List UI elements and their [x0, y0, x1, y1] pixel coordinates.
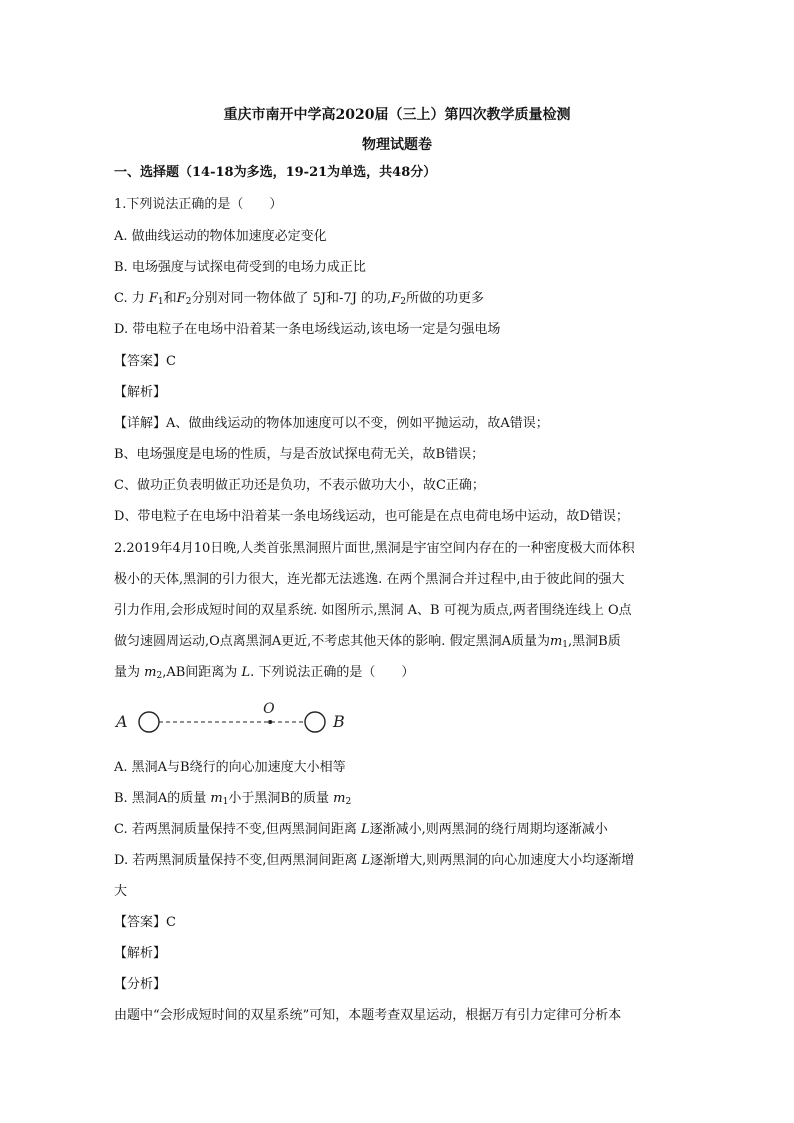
- q2-analysis-label: 【解析】: [114, 946, 167, 961]
- exam-subtitle: 物理试题卷: [362, 137, 432, 153]
- q2-stem-line: [114, 633, 684, 654]
- q1-detail: B、电场强度是电场的性质，与是否放试探电荷无关，故B错误；: [114, 447, 485, 462]
- force-symbol: F: [148, 291, 158, 306]
- q2-fenxi-label: 【分析】: [114, 977, 167, 992]
- exam-title: 重庆市南开中学高2020届（三上）第四次教学质量检测: [223, 107, 571, 123]
- q2-b-mid: 小于黑洞B的质量: [228, 791, 329, 806]
- q1-detail: D、带电粒子在电场中沿着某一条电场线运动，也可能是在点电荷电场中运动，故D错误；: [114, 509, 629, 524]
- q2-stem-line: 引力作用,会形成短时间的双星系统. 如图所示,黑洞 A、B 可视为质点,两者围绕连线上 O点: [114, 603, 632, 618]
- force-symbol: F: [391, 291, 401, 306]
- length-symbol: L: [361, 822, 370, 837]
- q1-c-mid: 分别对同一物体做了 5J和-7J 的功,: [191, 291, 392, 306]
- mass-symbol: m: [549, 634, 563, 649]
- q2-line5-end: . 下列说法正确的是（ ）: [250, 665, 415, 680]
- q1-c-prefix: C. 力: [114, 291, 145, 306]
- binary-black-hole-diagram: [112, 697, 362, 747]
- black-hole-a: [139, 712, 159, 732]
- q1-analysis-label: 【解析】: [114, 385, 167, 400]
- length-symbol: L: [241, 665, 251, 680]
- q2-stem-line: 极小的天体,黑洞的引力很大，连光都无法逃逸. 在两个黑洞合并过程中,由于彼此间的强大: [114, 572, 625, 587]
- mass-symbol: m: [144, 665, 157, 680]
- q1-detail: C、做功正负表明做正功还是负功，不表示做功大小，故C正确；: [114, 478, 485, 493]
- section-heading: 一、选择题（14-18为多选，19-21为单选，共48分）: [114, 165, 437, 180]
- q2-c-pre: C. 若两黑洞质量保持不变,但两黑洞间距离: [114, 822, 357, 837]
- q1-stem: 1.下列说法正确的是（ ）: [114, 197, 283, 212]
- q2-d-pre: D. 若两黑洞质量保持不变,但两黑洞间距离: [114, 853, 358, 868]
- q2-line4-end: ,黑洞B质: [568, 634, 621, 649]
- subscript: 2: [185, 297, 192, 307]
- subscript: 1: [157, 297, 164, 307]
- q1-c-and: 和: [163, 291, 177, 306]
- center-point-o: [268, 720, 272, 724]
- q2-option-a: A. 黑洞A与B绕行的向心加速度大小相等: [114, 760, 346, 775]
- q2-option-d: [114, 852, 684, 870]
- q2-line5-pre: 量为: [114, 665, 141, 680]
- q2-stem-line: 2.2019年4月10日晚,人类首张黑洞照片面世,黑洞是宇宙空间内存在的一种密度极大而体积: [114, 541, 635, 556]
- subscript: 2: [156, 671, 163, 681]
- q2-line5-mid: ,AB间距离为: [162, 665, 238, 680]
- q2-b-pre: B. 黑洞A的质量: [114, 791, 207, 806]
- q2-option-b: [114, 790, 684, 811]
- mass-symbol: m: [333, 791, 346, 806]
- mass-symbol: m: [210, 791, 223, 806]
- q2-option-c: [114, 821, 684, 839]
- subscript: 2: [400, 297, 406, 307]
- q1-option-b: B. 电场强度与试探电荷受到的电场力成正比: [114, 260, 366, 275]
- label-b: B: [333, 712, 345, 731]
- label-a: A: [116, 712, 128, 731]
- q1-detail: 【详解】A、做曲线运动的物体加速度可以不变，例如平抛运动，故A错误；: [114, 416, 549, 431]
- q2-c-end: 逐渐减小,则两黑洞的绕行周期均逐渐减小: [369, 822, 608, 837]
- subscript: 1: [222, 797, 229, 807]
- label-o: O: [263, 701, 275, 717]
- q2-line4: 做匀速圆周运动,O点离黑洞A更近,不考虑其他天体的影响. 假定黑洞A质量为: [114, 634, 550, 649]
- q2-d-end: 逐渐增大,则两黑洞的向心加速度大小均逐渐增: [370, 853, 635, 868]
- length-symbol: L: [361, 853, 371, 868]
- subscript: 2: [345, 797, 352, 807]
- q1-option-d: D. 带电粒子在电场中沿着某一条电场线运动,该电场一定是匀强电场: [114, 322, 501, 337]
- q1-answer: 【答案】C: [114, 354, 176, 369]
- black-hole-b: [305, 712, 325, 732]
- subscript: 1: [562, 640, 569, 650]
- q1-option-c: [114, 290, 684, 311]
- q2-stem-line: [114, 664, 684, 685]
- q1-option-a: A. 做曲线运动的物体加速度必定变化: [114, 229, 327, 244]
- q2-fenxi-text: 由题中“会形成短时间的双星系统”可知，本题考查双星运动，根据万有引力定律可分析本: [114, 1008, 622, 1023]
- q2-answer: 【答案】C: [114, 915, 176, 930]
- q2-option-d-wrap: 大: [114, 884, 128, 899]
- q1-c-end: 所做的功更多: [405, 291, 484, 306]
- force-symbol: F: [176, 291, 186, 306]
